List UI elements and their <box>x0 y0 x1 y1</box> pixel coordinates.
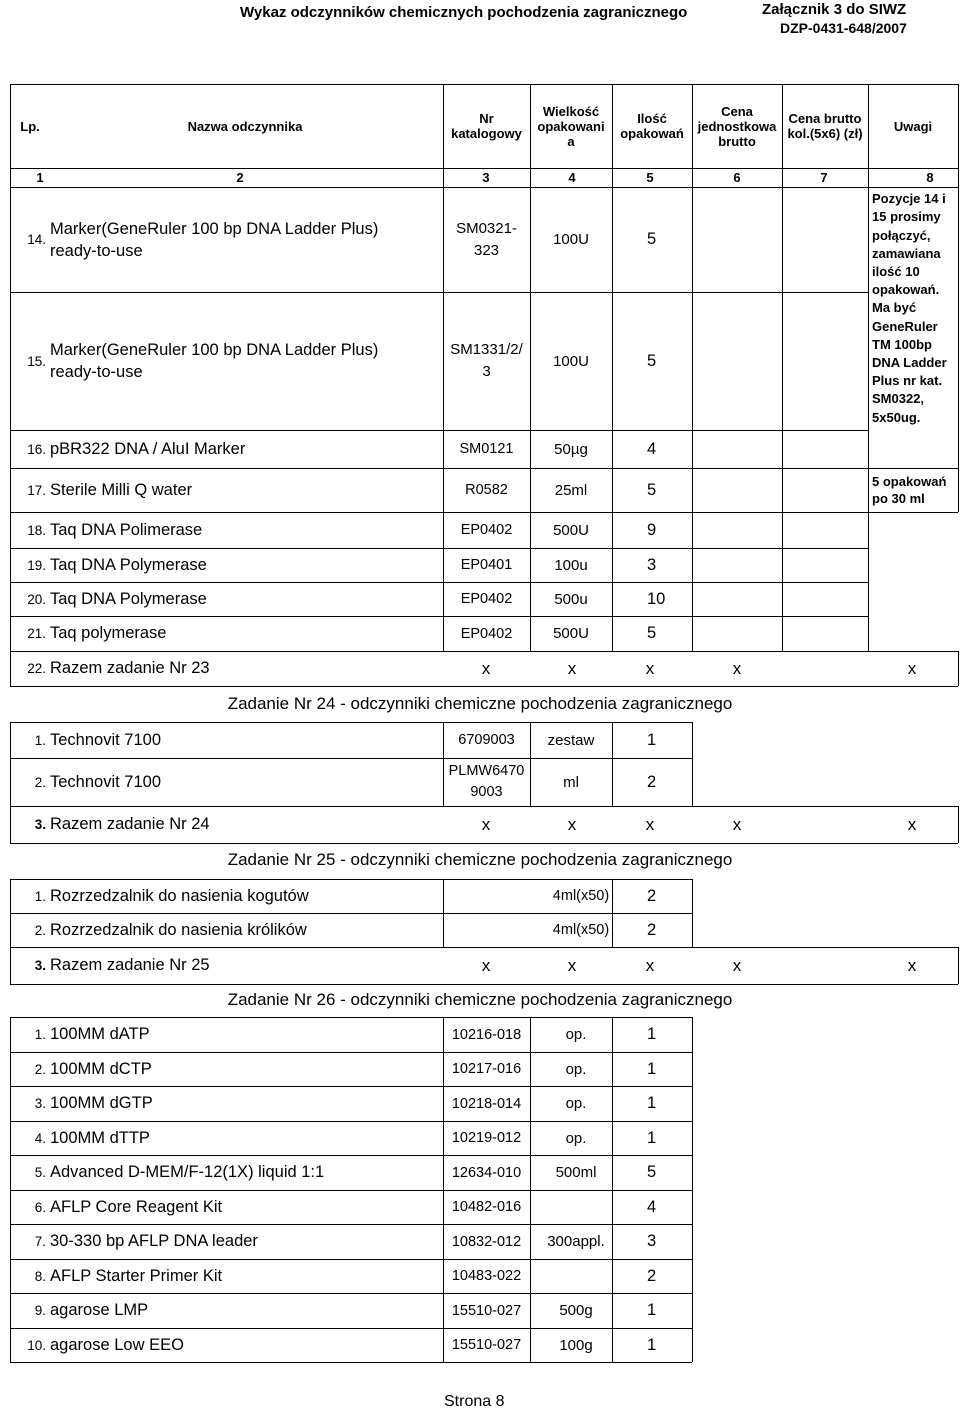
note-positions-14-15-line: 15 prosimy <box>872 209 941 225</box>
row-number: 9. <box>34 1303 46 1318</box>
header-gross-price-line: kol.(5x6) (zł) <box>787 126 863 141</box>
note-positions-14-15-line: SM0322, <box>872 391 925 407</box>
note-positions-14-15-line: Pozycje 14 i <box>872 191 946 207</box>
note-positions-14-15-line: zamawiana <box>872 245 941 261</box>
grid-line <box>10 984 958 985</box>
row-number: 8. <box>34 1268 46 1284</box>
row-number: 19. <box>27 557 46 573</box>
package-size: op. <box>565 1095 587 1112</box>
note-positions-14-15 <box>872 187 956 430</box>
grid-line <box>10 616 868 617</box>
quantity: 4 <box>647 439 657 458</box>
row-number: 10. <box>27 1337 46 1353</box>
grid-line <box>612 187 613 651</box>
quantity: 2 <box>647 920 657 939</box>
reagent-name-line: Marker(GeneRuler 100 bp DNA Ladder Plus) <box>50 341 379 359</box>
package-size: 50µg <box>554 440 588 458</box>
header-package-size-line: a <box>567 133 575 149</box>
grid-line <box>10 1121 692 1122</box>
reference-number: DZP-0431-648/2007 <box>780 20 907 36</box>
package-size: 25ml <box>554 481 588 499</box>
catalog-number: EP0401 <box>460 557 513 573</box>
package-size: op. <box>565 1129 587 1147</box>
grid-line <box>612 879 613 947</box>
column-number: 7 <box>820 170 828 185</box>
reagent-name: Technovit 7100 <box>50 730 161 749</box>
note-row-17 <box>872 468 956 512</box>
grid-line <box>10 1086 692 1087</box>
package-size: 100U <box>553 231 589 248</box>
grid-line <box>958 806 959 843</box>
x-mark: x <box>907 658 917 678</box>
package-size: ml <box>563 773 579 791</box>
grid-line <box>612 722 613 806</box>
grid-line <box>10 913 692 914</box>
header-quantity-line: Ilość <box>637 111 667 126</box>
package-size: 4ml(x50) <box>552 888 610 904</box>
x-mark: x <box>481 658 491 678</box>
catalog-number: 10482-016 <box>451 1199 522 1215</box>
reagent-name: agarose Low EEO <box>50 1335 184 1354</box>
grid-line <box>10 806 11 843</box>
reagent-name: AFLP Core Reagent Kit <box>50 1197 223 1216</box>
grid-line <box>443 1017 444 1362</box>
reagent-name: Sterile Milli Q water <box>50 480 193 499</box>
row-number: 18. <box>27 522 46 538</box>
package-size: op. <box>565 1060 587 1078</box>
reagent-name: Advanced D-MEM/F-12(1X) liquid 1:1 <box>50 1163 325 1181</box>
header-package-size-line: opakowani <box>537 118 605 134</box>
catalog-number: 15510-027 <box>451 1302 522 1319</box>
reagent-name <box>50 187 440 292</box>
package-size: 100g <box>559 1336 593 1354</box>
grid-line <box>10 1362 692 1363</box>
total-label-23: Razem zadanie Nr 23 <box>50 659 210 677</box>
grid-line <box>10 806 958 807</box>
grid-line <box>10 430 868 431</box>
quantity: 5 <box>647 230 657 248</box>
x-mark: x <box>907 814 917 834</box>
reagent-name-line: ready-to-use <box>50 363 143 381</box>
package-size: 100U <box>553 352 589 370</box>
catalog-number-line: SM1331/2/ <box>450 341 523 358</box>
grid-line <box>692 722 693 806</box>
reagent-name: Taq DNA Polimerase <box>50 520 203 539</box>
reagent-name: 100MM dGTP <box>50 1094 153 1112</box>
grid-line <box>530 1017 531 1362</box>
row-number: 1. <box>34 1027 46 1042</box>
total-label-24: Razem zadanie Nr 24 <box>50 815 210 833</box>
reagent-name-line: Marker(GeneRuler 100 bp DNA Ladder Plus) <box>50 219 379 238</box>
grid-line <box>10 947 958 948</box>
grid-line <box>10 879 11 947</box>
grid-line <box>10 1155 692 1156</box>
catalog-number: 10832-012 <box>451 1233 522 1250</box>
x-mark: x <box>567 658 577 678</box>
header-package-size <box>530 84 612 168</box>
grid-line <box>692 1017 693 1362</box>
column-number: 2 <box>236 170 244 185</box>
catalog-number: SM0121 <box>459 441 514 457</box>
grid-line <box>10 1224 692 1225</box>
total-label-25: Razem zadanie Nr 25 <box>50 956 210 974</box>
quantity: 2 <box>647 886 657 905</box>
note-positions-14-15-line: TM 100bp <box>872 336 932 352</box>
grid-line <box>10 1293 692 1294</box>
reagent-name: Rozrzedzalnik do nasienia kogutów <box>50 886 309 905</box>
reagent-name: 100MM dATP <box>50 1025 150 1043</box>
quantity: 1 <box>647 1128 657 1147</box>
quantity: 1 <box>647 730 657 749</box>
note-positions-14-15-line: połączyć, <box>872 227 931 243</box>
grid-line <box>868 512 958 513</box>
section-title-26: Zadanie Nr 26 - odczynniki chemiczne pochodzenia zagranicznego <box>227 990 733 1009</box>
x-mark: x <box>907 955 917 975</box>
quantity: 1 <box>647 1059 657 1078</box>
grid-line <box>443 722 444 806</box>
package-size: op. <box>565 1026 587 1043</box>
quantity: 4 <box>647 1197 657 1216</box>
catalog-number: 10219-012 <box>451 1130 522 1146</box>
total-row-number: 22. <box>27 661 46 676</box>
x-mark: x <box>481 955 491 975</box>
grid-line <box>10 947 11 984</box>
reagent-name: Taq polymerase <box>50 624 167 642</box>
catalog-number: 10218-014 <box>451 1095 522 1112</box>
quantity: 1 <box>647 1025 657 1043</box>
header-quantity <box>612 84 692 168</box>
reagent-name: agarose LMP <box>50 1301 149 1319</box>
quantity: 5 <box>647 624 657 642</box>
package-size <box>530 1259 622 1293</box>
grid-line <box>530 722 531 806</box>
row-number: 4. <box>34 1130 46 1146</box>
header-package-size-line: Wielkość <box>542 103 600 119</box>
column-number: 3 <box>482 170 490 185</box>
grid-line <box>10 1259 692 1260</box>
header-name: Nazwa odczynnika <box>187 118 303 134</box>
catalog-number: 15510-027 <box>451 1337 522 1353</box>
grid-line <box>443 187 444 651</box>
header-catalog <box>443 84 530 168</box>
header-catalog-line: katalogowy <box>451 126 522 141</box>
catalog-number-line: PLMW6470 <box>448 763 525 779</box>
grid-line <box>10 758 692 759</box>
package-size <box>530 1190 622 1224</box>
grid-line <box>443 879 444 947</box>
quantity: 2 <box>647 1266 657 1285</box>
grid-line <box>10 1052 692 1053</box>
package-size: 500u <box>554 590 588 608</box>
grid-line <box>10 1328 692 1329</box>
header-gross-price <box>782 84 868 168</box>
grid-line <box>10 292 868 293</box>
header-quantity-line: opakowań <box>620 126 684 141</box>
grid-line <box>958 84 959 187</box>
total-row-number: 3. <box>34 817 46 832</box>
note-positions-14-15-line: opakowań. <box>872 282 940 298</box>
catalog-number: 6709003 <box>458 732 515 748</box>
column-number: 1 <box>36 170 44 185</box>
reagent-name <box>50 292 440 430</box>
note-positions-14-15-line: ilość 10 <box>872 263 920 279</box>
quantity: 2 <box>647 772 657 791</box>
grid-line <box>10 1190 692 1191</box>
catalog-number <box>443 187 530 292</box>
row-number: 6. <box>34 1199 46 1215</box>
grid-line <box>10 582 868 583</box>
package-size: 500U <box>553 521 589 539</box>
grid-line <box>10 468 868 469</box>
grid-line <box>10 686 958 687</box>
package-size: 4ml(x50) <box>552 922 610 938</box>
row-number: 20. <box>27 591 46 607</box>
quantity: 5 <box>647 1163 657 1181</box>
grid-line <box>530 187 531 651</box>
row-number: 1. <box>34 732 46 748</box>
grid-line <box>782 187 783 651</box>
row-number: 5. <box>34 1165 46 1180</box>
catalog-number: EP0402 <box>460 522 513 538</box>
catalog-number: 12634-010 <box>451 1164 522 1181</box>
note-row-17-line: po 30 ml <box>872 491 925 506</box>
package-size: 500U <box>553 625 589 642</box>
grid-line <box>10 843 958 844</box>
grid-line <box>10 722 692 723</box>
grid-line <box>10 512 868 513</box>
grid-line <box>692 187 693 651</box>
package-size: 500ml <box>555 1164 597 1181</box>
x-mark: x <box>645 658 655 678</box>
package-size: zestaw <box>547 731 595 749</box>
section-title-24: Zadanie Nr 24 - odczynniki chemiczne pochodzenia zagranicznego <box>227 694 733 713</box>
row-number: 7. <box>34 1234 46 1249</box>
total-row-number: 3. <box>34 958 46 973</box>
reagent-name: Technovit 7100 <box>50 772 161 791</box>
quantity: 1 <box>647 1094 657 1112</box>
note-positions-14-15-line: DNA Ladder <box>872 355 947 370</box>
row-number: 17. <box>27 482 46 498</box>
row-number: 21. <box>27 626 46 641</box>
row-number: 16. <box>27 441 46 457</box>
grid-line <box>10 722 11 806</box>
column-number: 4 <box>568 170 576 185</box>
x-mark: x <box>567 955 577 975</box>
x-mark: x <box>481 814 491 834</box>
row-number: 15. <box>27 353 46 369</box>
grid-line <box>958 651 959 686</box>
catalog-number: 10217-016 <box>451 1061 522 1077</box>
column-number: 5 <box>646 170 654 185</box>
attachment-label: Załącznik 3 do SIWZ <box>762 1 907 18</box>
grid-line <box>10 548 868 549</box>
header-unit-price-line: brutto <box>718 133 756 149</box>
header-notes: Uwagi <box>893 118 933 134</box>
grid-line <box>10 187 11 651</box>
catalog-number: R0582 <box>465 482 508 498</box>
row-number: 2. <box>34 1061 46 1077</box>
grid-line <box>10 1017 692 1018</box>
document-title: Wykaz odczynników chemicznych pochodzenia zagranicznego <box>240 4 688 21</box>
catalog-number: 10216-018 <box>451 1026 522 1043</box>
header-gross-price-line: Cena brutto <box>788 111 862 126</box>
catalog-number: 10483-022 <box>451 1268 522 1284</box>
header-catalog-line: Nr <box>479 111 494 126</box>
package-size: 500g <box>559 1302 593 1319</box>
quantity: 1 <box>647 1335 657 1354</box>
reagent-name: 100MM dCTP <box>50 1059 152 1078</box>
header-unit-price-line: jednostkowa <box>697 118 777 134</box>
grid-line <box>10 1017 11 1362</box>
reagent-name: Taq DNA Polymerase <box>50 555 207 574</box>
note-positions-14-15-line: 5x50ug. <box>872 409 921 425</box>
quantity: 1 <box>647 1301 657 1319</box>
header-unit-price-line: Cena <box>721 103 753 119</box>
header-lp: Lp. <box>20 118 40 134</box>
grid-line <box>612 1017 613 1362</box>
catalog-number-line: 3 <box>482 363 491 380</box>
row-number: 14. <box>27 232 46 247</box>
header-unit-price <box>692 84 782 168</box>
note-positions-14-15-line: GeneRuler <box>872 318 938 334</box>
catalog-number: EP0402 <box>460 591 513 607</box>
x-mark: x <box>732 955 742 975</box>
package-size: 300appl. <box>547 1233 605 1250</box>
reagent-name: Rozrzedzalnik do nasienia królików <box>50 920 307 939</box>
grid-line <box>958 187 959 512</box>
reagent-name: 30-330 bp AFLP DNA leader <box>50 1232 258 1250</box>
note-row-17-line: 5 opakowań <box>872 474 947 489</box>
grid-line <box>868 187 869 651</box>
x-mark: x <box>567 814 577 834</box>
x-mark: x <box>732 658 742 678</box>
column-number: 6 <box>733 170 741 185</box>
row-number: 2. <box>34 922 46 938</box>
quantity: 10 <box>647 589 666 608</box>
reagent-name: AFLP Starter Primer Kit <box>50 1266 223 1285</box>
grid-line <box>958 947 959 984</box>
row-number: 2. <box>34 774 46 790</box>
catalog-number-line: 323 <box>473 241 500 259</box>
x-mark: x <box>732 814 742 834</box>
page-number: Strona 8 <box>444 1393 505 1410</box>
catalog-number-line: SM0321- <box>456 219 517 237</box>
quantity: 3 <box>647 1232 657 1250</box>
grid-line <box>10 651 11 686</box>
x-mark: x <box>645 955 655 975</box>
row-number: 1. <box>34 888 46 904</box>
quantity: 3 <box>647 555 657 574</box>
catalog-number: EP0402 <box>460 625 513 642</box>
catalog-number <box>443 758 530 806</box>
reagent-name: pBR322 DNA / AluI Marker <box>50 439 246 458</box>
catalog-number <box>443 292 530 430</box>
column-number: 8 <box>926 170 934 185</box>
grid-line <box>10 879 692 880</box>
reagent-name: 100MM dTTP <box>50 1128 150 1147</box>
reagent-name-line: ready-to-use <box>50 241 143 260</box>
row-number: 3. <box>34 1096 46 1111</box>
grid-line <box>692 879 693 947</box>
note-positions-14-15-line: Plus nr kat. <box>872 373 943 389</box>
package-size: 100u <box>554 556 588 574</box>
reagent-name: Taq DNA Polymerase <box>50 589 207 608</box>
section-title-25: Zadanie Nr 25 - odczynniki chemiczne pochodzenia zagranicznego <box>227 850 733 869</box>
grid-line <box>10 651 958 652</box>
catalog-number-line: 9003 <box>470 784 503 800</box>
note-positions-14-15-line: Ma być <box>872 300 917 316</box>
quantity: 9 <box>647 520 657 539</box>
quantity: 5 <box>647 351 657 370</box>
x-mark: x <box>645 814 655 834</box>
quantity: 5 <box>647 480 657 499</box>
